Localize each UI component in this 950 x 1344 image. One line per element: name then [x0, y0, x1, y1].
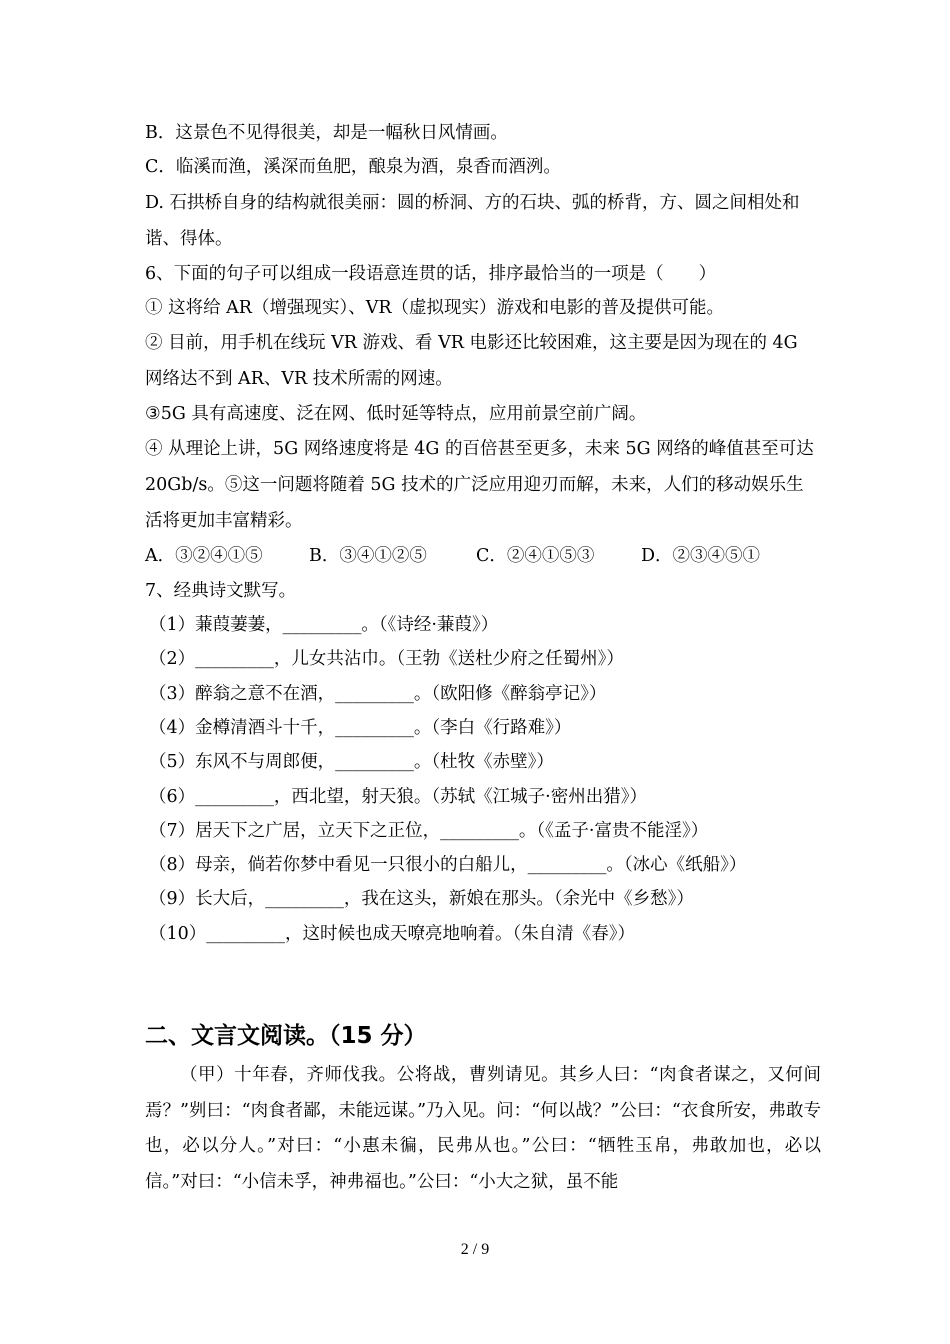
q6-options: [145, 539, 815, 573]
q6-sentence-2: ② 目前，用手机在线玩 VR 游戏、看 VR 电影还比较困难，这主要是因为现在的 4G 网络达不到 AR、VR 技术所需的网速。: [145, 333, 798, 390]
questions-block: [145, 116, 815, 951]
section-heading: 二、文言文阅读。（15 分）: [145, 1023, 427, 1049]
q7-item: （7）居天下之广居，立天下之正位，_________。（《孟子·富贵不能淫》）: [149, 820, 709, 841]
q6-sentence-1: ① 这将给 AR（增强现实）、VR（虚拟现实）游戏和电影的普及提供可能。: [145, 297, 725, 318]
classical-passage: （甲）十年春，齐师伐我。公将战，曹刿请见。其乡人曰：“肉食者谋之，又何间焉？”刿曰：“肉食者鄙，未能远谋。”乃入见。问：“何以战？”公曰：“衣食所安，弗敢专也，必以分人。”对曰：“小惠未徧，民弗从也。”公曰：“牺牲玉帛，弗敢加也，必以信。”对曰：“小信未孚，神弗福也。”公曰：“小大之狱，虽不能: [145, 1065, 821, 1192]
q7-item: （3）醉翁之意不在酒，_________。（欧阳修《醉翁亭记》）: [149, 683, 607, 704]
q6-option-d: D．②③④⑤①: [641, 546, 761, 567]
q7-stem: 7、经典诗文默写。: [145, 580, 297, 601]
q7-item: （2）_________，儿女共沾巾。（王勃《送杜少府之任蜀州》）: [149, 649, 624, 670]
q7-item: （6）_________，西北望，射天狼。（苏轼《江城子·密州出猎》）: [149, 786, 647, 807]
page-number: 2 / 9: [460, 1241, 490, 1258]
q6-stem: 6、下面的句子可以组成一段语意连贯的话，排序最恰当的一项是（ ）: [145, 263, 717, 284]
q7-item: （9）长大后，_________，我在这头，新娘在那头。（余光中《乡愁》）: [149, 889, 694, 910]
q7-item: （4）金樽清酒斗十千，_________。（李白《行路难》）: [149, 717, 572, 738]
q6-option-a: A．③②④①⑤: [145, 546, 263, 567]
q7-item: （1）蒹葭萋萋，_________。（《诗经·蒹葭》）: [149, 615, 499, 636]
q6-option-b: B．③④①②⑤: [309, 546, 427, 567]
q5-option-d: D. 石拱桥自身的结构就很美丽：圆的桥洞、方的石块、弧的桥背，方、圆之间相处和谐、得体。: [145, 192, 800, 249]
q6-sentence-4-5: ④ 从理论上讲，5G 网络速度将是 4G 的百倍甚至更多，未来 5G 网络的峰值甚至可达 20Gb/s。⑤这一问题将随着 5G 技术的广泛应用迎刃而解，未来，人们的移动娱乐生活将更加丰富精彩。: [145, 439, 814, 532]
q7-item: （10）_________，这时候也成天嘹亮地响着。（朱自清《春》）: [149, 923, 636, 944]
q6-sentence-3: ③5G 具有高速度、泛在网、低时延等特点，应用前景空前广阔。: [145, 404, 647, 425]
q5-option-c: C．临溪而渔，溪深而鱼肥，酿泉为酒，泉香而酒洌。: [145, 157, 561, 178]
q7-item: （8）母亲，倘若你梦中看见一只很小的白船儿，_________。（冰心《纸船》）: [149, 855, 747, 876]
q7-item: （5）东风不与周郎便，_________。（杜牧《赤壁》）: [149, 752, 554, 773]
q6-option-c: C．②④①⑤③: [476, 546, 595, 567]
q5-option-b: B．这景色不见得很美，却是一幅秋日风情画。: [145, 123, 508, 143]
